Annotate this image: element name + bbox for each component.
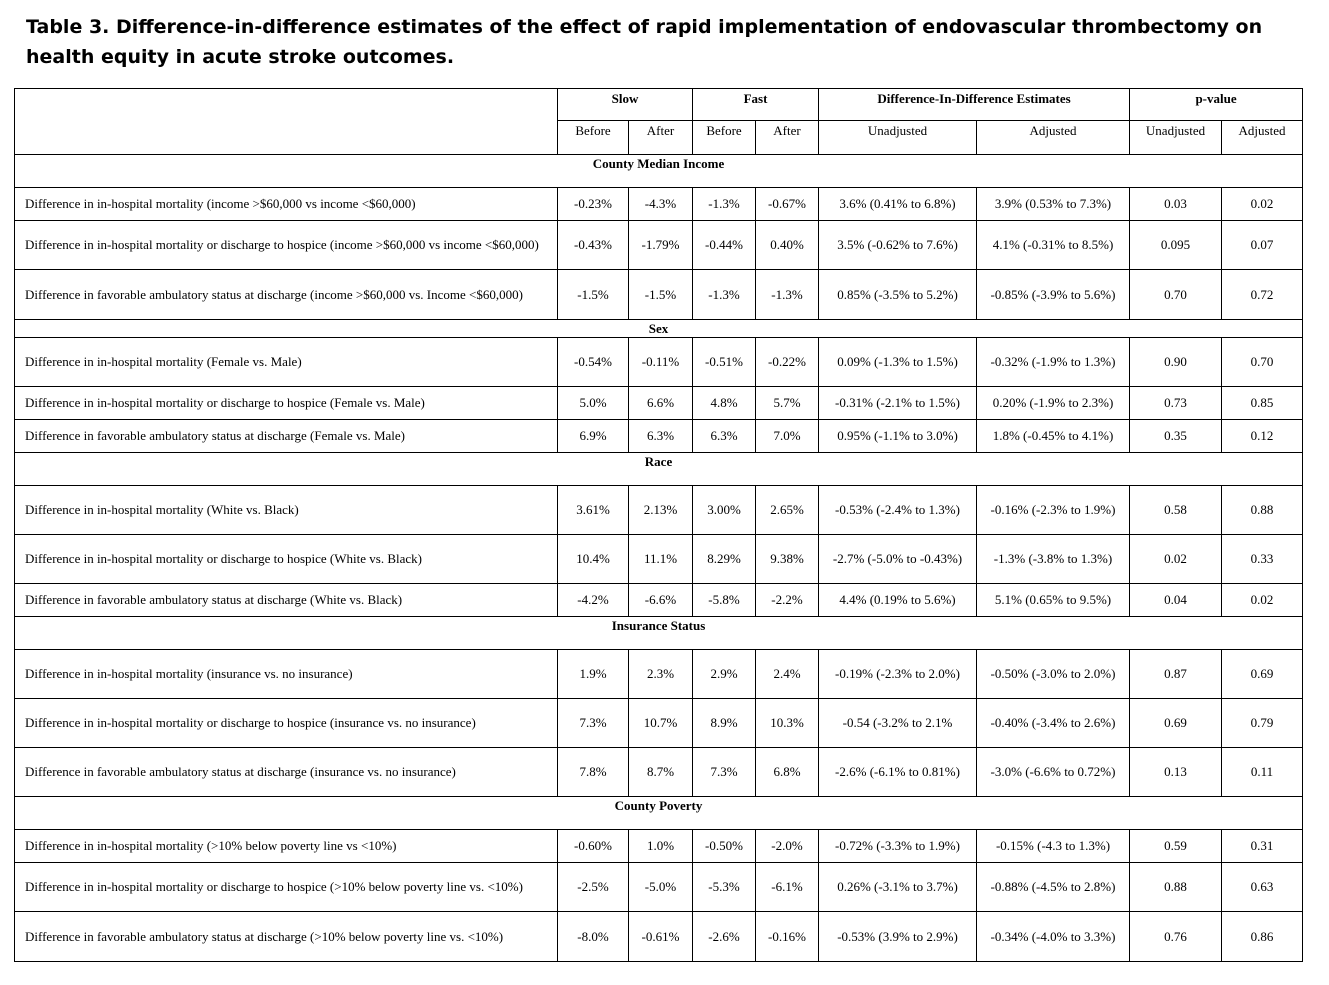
cell-slow-before: 10.4% [558, 535, 629, 584]
header-did-adjusted: Adjusted [977, 121, 1130, 155]
cell-p-unadjusted: 0.095 [1130, 221, 1222, 270]
cell-slow-before: -0.60% [558, 830, 629, 863]
table-row [15, 387, 1303, 420]
cell-slow-after: -5.0% [629, 863, 693, 912]
section-row [15, 453, 1303, 486]
cell-fast-after: 2.65% [756, 486, 819, 535]
cell-slow-before: -2.5% [558, 863, 629, 912]
cell-did-unadjusted: 3.6% (0.41% to 6.8%) [819, 188, 977, 221]
cell-p-unadjusted: 0.58 [1130, 486, 1222, 535]
cell-fast-before: 4.8% [693, 387, 756, 420]
cell-slow-after: -1.5% [629, 270, 693, 320]
row-label: Difference in in-hospital mortality (income >$60,000 vs income <$60,000) [15, 188, 558, 221]
row-label: Difference in in-hospital mortality or discharge to hospice (>10% below poverty line vs. <10%) [15, 863, 558, 912]
table-row [15, 338, 1303, 387]
cell-p-adjusted: 0.79 [1222, 699, 1303, 748]
cell-fast-before: 8.29% [693, 535, 756, 584]
cell-slow-before: -1.5% [558, 270, 629, 320]
cell-did-unadjusted: -2.6% (-6.1% to 0.81%) [819, 748, 977, 797]
section-header: Sex [15, 320, 1303, 338]
cell-did-adjusted: -0.15% (-4.3 to 1.3%) [977, 830, 1130, 863]
cell-p-adjusted: 0.70 [1222, 338, 1303, 387]
cell-slow-after: 6.3% [629, 420, 693, 453]
header-slow-before: Before [558, 121, 629, 155]
cell-p-adjusted: 0.07 [1222, 221, 1303, 270]
header-fast-after: After [756, 121, 819, 155]
cell-did-adjusted: 0.20% (-1.9% to 2.3%) [977, 387, 1130, 420]
cell-p-adjusted: 0.88 [1222, 486, 1303, 535]
cell-did-adjusted: -0.34% (-4.0% to 3.3%) [977, 912, 1130, 962]
cell-p-unadjusted: 0.35 [1130, 420, 1222, 453]
header-did-unadjusted: Unadjusted [819, 121, 977, 155]
cell-slow-before: 3.61% [558, 486, 629, 535]
cell-p-adjusted: 0.72 [1222, 270, 1303, 320]
cell-slow-after: -4.3% [629, 188, 693, 221]
table-row [15, 830, 1303, 863]
cell-p-unadjusted: 0.88 [1130, 863, 1222, 912]
cell-p-unadjusted: 0.04 [1130, 584, 1222, 617]
cell-fast-after: -0.22% [756, 338, 819, 387]
cell-slow-after: -6.6% [629, 584, 693, 617]
cell-fast-before: 3.00% [693, 486, 756, 535]
cell-did-unadjusted: 0.09% (-1.3% to 1.5%) [819, 338, 977, 387]
cell-slow-before: 7.3% [558, 699, 629, 748]
row-label: Difference in favorable ambulatory status at discharge (>10% below poverty line vs. <10%) [15, 912, 558, 962]
table-row [15, 270, 1303, 320]
cell-p-adjusted: 0.02 [1222, 584, 1303, 617]
cell-fast-after: 6.8% [756, 748, 819, 797]
cell-did-adjusted: -0.16% (-2.3% to 1.9%) [977, 486, 1130, 535]
cell-did-adjusted: -0.40% (-3.4% to 2.6%) [977, 699, 1130, 748]
cell-fast-before: -5.8% [693, 584, 756, 617]
cell-fast-before: 6.3% [693, 420, 756, 453]
header-did-estimates: Difference-In-Difference Estimates [819, 89, 1130, 121]
cell-fast-after: 10.3% [756, 699, 819, 748]
cell-fast-after: -0.16% [756, 912, 819, 962]
cell-p-unadjusted: 0.59 [1130, 830, 1222, 863]
cell-slow-after: -0.11% [629, 338, 693, 387]
cell-slow-after: 10.7% [629, 699, 693, 748]
cell-p-unadjusted: 0.76 [1130, 912, 1222, 962]
cell-p-adjusted: 0.69 [1222, 650, 1303, 699]
table-row [15, 420, 1303, 453]
cell-slow-before: 7.8% [558, 748, 629, 797]
cell-slow-before: -0.43% [558, 221, 629, 270]
cell-slow-before: -0.54% [558, 338, 629, 387]
table-row [15, 188, 1303, 221]
cell-p-adjusted: 0.31 [1222, 830, 1303, 863]
cell-slow-before: 5.0% [558, 387, 629, 420]
row-label: Difference in favorable ambulatory status at discharge (income >$60,000 vs. Income <$60,000) [15, 270, 558, 320]
cell-fast-after: 7.0% [756, 420, 819, 453]
cell-did-unadjusted: 4.4% (0.19% to 5.6%) [819, 584, 977, 617]
cell-fast-after: -0.67% [756, 188, 819, 221]
cell-did-adjusted: -0.32% (-1.9% to 1.3%) [977, 338, 1130, 387]
cell-did-adjusted: 4.1% (-0.31% to 8.5%) [977, 221, 1130, 270]
cell-p-adjusted: 0.63 [1222, 863, 1303, 912]
cell-fast-after: -6.1% [756, 863, 819, 912]
row-label: Difference in in-hospital mortality or discharge to hospice (insurance vs. no insurance) [15, 699, 558, 748]
row-label: Difference in in-hospital mortality or discharge to hospice (income >$60,000 vs income <$60,000) [15, 221, 558, 270]
section-row [15, 797, 1303, 830]
table-row [15, 650, 1303, 699]
table-title: Table 3. Difference-in-difference estimates of the effect of rapid implementation of endovascular thrombectomy on health equity in acute stroke outcomes. [26, 16, 1263, 68]
cell-slow-before: -0.23% [558, 188, 629, 221]
cell-fast-before: 7.3% [693, 748, 756, 797]
row-label: Difference in favorable ambulatory status at discharge (Female vs. Male) [15, 420, 558, 453]
header-row-groups [15, 89, 1303, 121]
cell-p-unadjusted: 0.70 [1130, 270, 1222, 320]
cell-slow-before: 6.9% [558, 420, 629, 453]
section-header: County Poverty [15, 797, 1303, 830]
cell-fast-before: 8.9% [693, 699, 756, 748]
cell-slow-before: -8.0% [558, 912, 629, 962]
cell-slow-after: 2.3% [629, 650, 693, 699]
header-slow: Slow [558, 89, 693, 121]
cell-p-adjusted: 0.12 [1222, 420, 1303, 453]
cell-fast-before: -2.6% [693, 912, 756, 962]
cell-did-unadjusted: -0.54 (-3.2% to 2.1% [819, 699, 977, 748]
cell-did-unadjusted: 3.5% (-0.62% to 7.6%) [819, 221, 977, 270]
row-label: Difference in in-hospital mortality or discharge to hospice (Female vs. Male) [15, 387, 558, 420]
table-row [15, 863, 1303, 912]
cell-slow-after: 1.0% [629, 830, 693, 863]
cell-fast-before: -0.51% [693, 338, 756, 387]
table-row [15, 535, 1303, 584]
cell-fast-before: 2.9% [693, 650, 756, 699]
row-label: Difference in in-hospital mortality (>10% below poverty line vs <10%) [15, 830, 558, 863]
cell-did-adjusted: 1.8% (-0.45% to 4.1%) [977, 420, 1130, 453]
row-label: Difference in in-hospital mortality (insurance vs. no insurance) [15, 650, 558, 699]
header-p-value: p-value [1130, 89, 1303, 121]
row-label: Difference in favorable ambulatory status at discharge (insurance vs. no insurance) [15, 748, 558, 797]
cell-fast-before: -1.3% [693, 270, 756, 320]
section-header: County Median Income [15, 155, 1303, 188]
cell-fast-after: 9.38% [756, 535, 819, 584]
table-row [15, 912, 1303, 962]
cell-p-adjusted: 0.02 [1222, 188, 1303, 221]
cell-fast-after: 5.7% [756, 387, 819, 420]
row-label: Difference in in-hospital mortality or discharge to hospice (White vs. Black) [15, 535, 558, 584]
table-row [15, 748, 1303, 797]
cell-p-adjusted: 0.85 [1222, 387, 1303, 420]
cell-did-unadjusted: -0.53% (3.9% to 2.9%) [819, 912, 977, 962]
section-row [15, 320, 1303, 338]
cell-did-unadjusted: -0.72% (-3.3% to 1.9%) [819, 830, 977, 863]
cell-fast-before: -1.3% [693, 188, 756, 221]
results-table [14, 88, 1303, 962]
cell-slow-after: 6.6% [629, 387, 693, 420]
cell-p-adjusted: 0.11 [1222, 748, 1303, 797]
row-label: Difference in in-hospital mortality (Female vs. Male) [15, 338, 558, 387]
cell-slow-after: 2.13% [629, 486, 693, 535]
cell-did-adjusted: -0.50% (-3.0% to 2.0%) [977, 650, 1130, 699]
table-row [15, 486, 1303, 535]
cell-did-unadjusted: -0.31% (-2.1% to 1.5%) [819, 387, 977, 420]
header-blank-cell [15, 89, 558, 155]
header-p-unadjusted: Unadjusted [1130, 121, 1222, 155]
cell-did-unadjusted: 0.95% (-1.1% to 3.0%) [819, 420, 977, 453]
cell-did-unadjusted: -0.19% (-2.3% to 2.0%) [819, 650, 977, 699]
cell-did-unadjusted: 0.85% (-3.5% to 5.2%) [819, 270, 977, 320]
table-row [15, 584, 1303, 617]
cell-did-adjusted: -0.85% (-3.9% to 5.6%) [977, 270, 1130, 320]
cell-fast-after: -1.3% [756, 270, 819, 320]
cell-fast-before: -5.3% [693, 863, 756, 912]
header-p-adjusted: Adjusted [1222, 121, 1303, 155]
cell-fast-after: 0.40% [756, 221, 819, 270]
cell-p-adjusted: 0.86 [1222, 912, 1303, 962]
row-label: Difference in favorable ambulatory status at discharge (White vs. Black) [15, 584, 558, 617]
cell-did-unadjusted: -0.53% (-2.4% to 1.3%) [819, 486, 977, 535]
row-label: Difference in in-hospital mortality (White vs. Black) [15, 486, 558, 535]
cell-fast-after: -2.0% [756, 830, 819, 863]
header-slow-after: After [629, 121, 693, 155]
cell-slow-after: -1.79% [629, 221, 693, 270]
cell-did-unadjusted: 0.26% (-3.1% to 3.7%) [819, 863, 977, 912]
cell-did-adjusted: -1.3% (-3.8% to 1.3%) [977, 535, 1130, 584]
cell-slow-before: -4.2% [558, 584, 629, 617]
cell-did-adjusted: 3.9% (0.53% to 7.3%) [977, 188, 1130, 221]
cell-p-unadjusted: 0.87 [1130, 650, 1222, 699]
cell-p-unadjusted: 0.03 [1130, 188, 1222, 221]
cell-did-unadjusted: -2.7% (-5.0% to -0.43%) [819, 535, 977, 584]
cell-fast-before: -0.44% [693, 221, 756, 270]
cell-fast-after: 2.4% [756, 650, 819, 699]
cell-p-unadjusted: 0.90 [1130, 338, 1222, 387]
cell-did-adjusted: -3.0% (-6.6% to 0.72%) [977, 748, 1130, 797]
cell-p-unadjusted: 0.69 [1130, 699, 1222, 748]
cell-slow-after: 11.1% [629, 535, 693, 584]
header-fast: Fast [693, 89, 819, 121]
cell-fast-before: -0.50% [693, 830, 756, 863]
cell-slow-after: 8.7% [629, 748, 693, 797]
table-row [15, 699, 1303, 748]
cell-did-adjusted: -0.88% (-4.5% to 2.8%) [977, 863, 1130, 912]
section-row [15, 155, 1303, 188]
cell-did-adjusted: 5.1% (0.65% to 9.5%) [977, 584, 1130, 617]
section-header: Race [15, 453, 1303, 486]
section-row [15, 617, 1303, 650]
cell-p-unadjusted: 0.13 [1130, 748, 1222, 797]
cell-slow-before: 1.9% [558, 650, 629, 699]
header-fast-before: Before [693, 121, 756, 155]
cell-p-unadjusted: 0.02 [1130, 535, 1222, 584]
table-row [15, 221, 1303, 270]
cell-fast-after: -2.2% [756, 584, 819, 617]
cell-slow-after: -0.61% [629, 912, 693, 962]
table-body [15, 155, 1303, 962]
cell-p-adjusted: 0.33 [1222, 535, 1303, 584]
section-header: Insurance Status [15, 617, 1303, 650]
cell-p-unadjusted: 0.73 [1130, 387, 1222, 420]
